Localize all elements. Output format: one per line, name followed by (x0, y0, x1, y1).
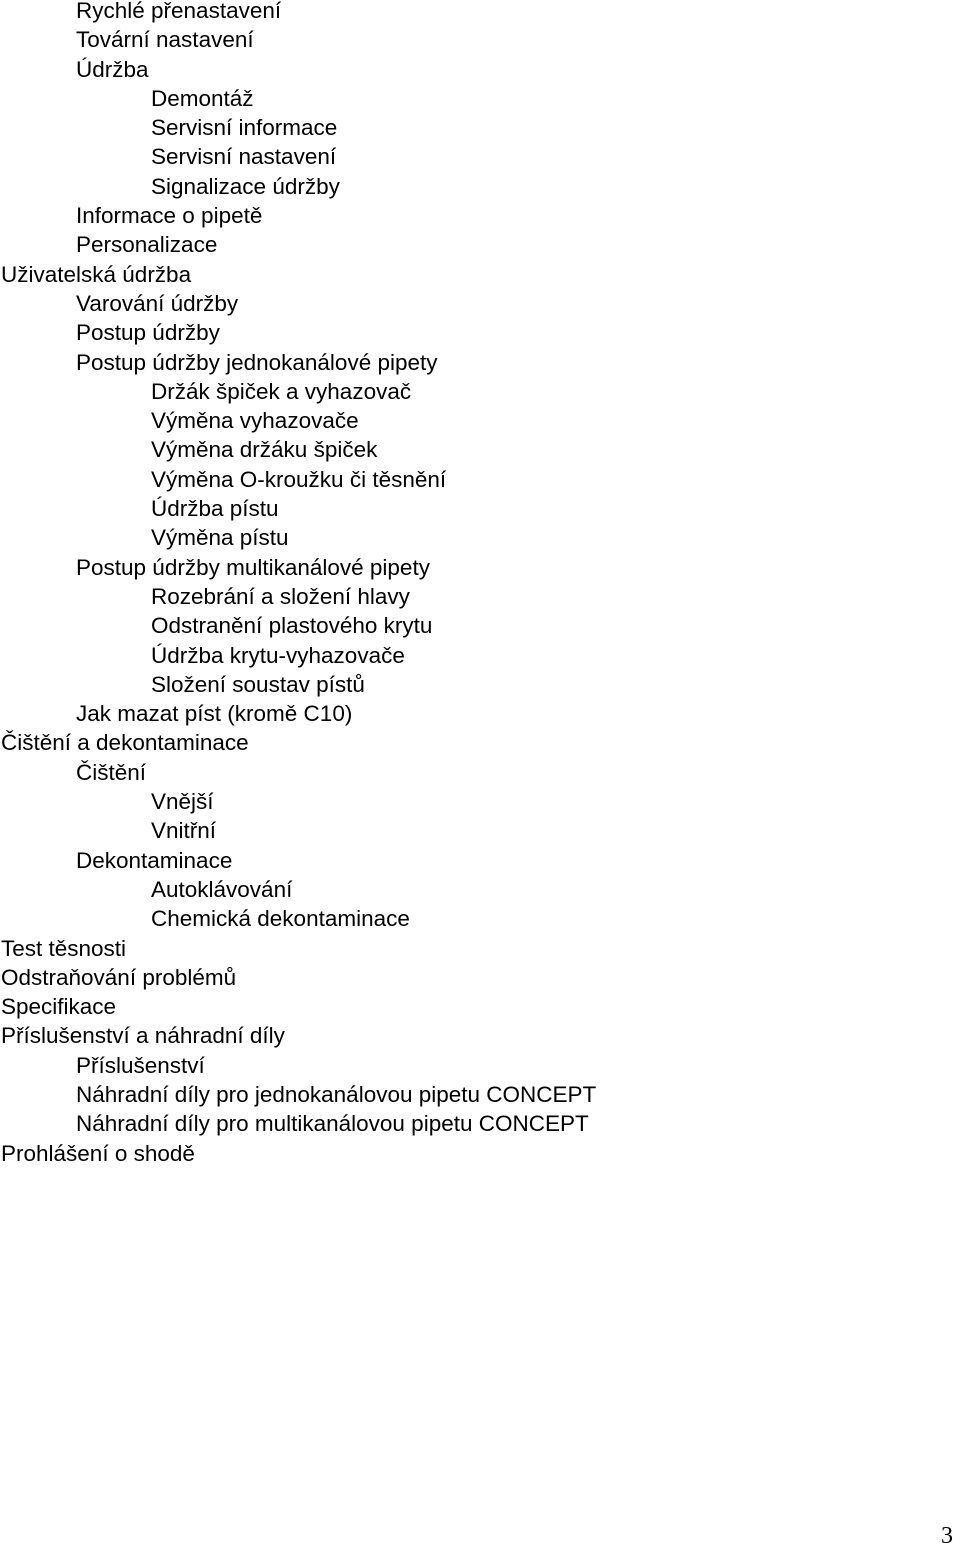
toc-entry: Chemická dekontaminace (151, 906, 410, 932)
toc-entry: Čištění a dekontaminace (1, 730, 249, 756)
toc-entry: Specifikace (1, 994, 117, 1020)
toc-entry: Postup údržby multikanálové pipety (76, 554, 430, 580)
page-number: 3 (941, 1523, 953, 1549)
toc-entry: Údržba pístu (151, 496, 279, 522)
toc-entry: Údržba (76, 56, 149, 82)
toc-entry: Postup údržby jednokanálové pipety (76, 349, 438, 375)
toc-entry: Prohlášení o shodě (1, 1140, 195, 1166)
toc-entry: Držák špiček a vyhazovač (151, 378, 412, 404)
toc-entry: Rychlé přenastavení (76, 0, 282, 23)
toc-entry: Příslušenství a náhradní díly (1, 1023, 285, 1049)
toc-entry: Výměna držáku špiček (151, 437, 378, 463)
toc-entry: Tovární nastavení (76, 27, 254, 53)
toc-entry: Dekontaminace (76, 847, 233, 873)
toc-entry: Uživatelská údržba (1, 261, 192, 287)
table-of-contents (0, 0, 596, 1168)
toc-entry: Čištění (76, 759, 147, 785)
toc-entry: Varování údržby (76, 290, 239, 316)
toc-entry: Servisní nastavení (151, 144, 337, 170)
toc-entry: Test těsnosti (1, 935, 127, 961)
toc-entry: Výměna pístu (151, 525, 289, 551)
toc-entry: Údržba krytu-vyhazovače (151, 642, 405, 668)
toc-entry: Autoklávování (151, 876, 293, 902)
toc-entry: Signalizace údržby (151, 173, 340, 199)
toc-entry: Servisní informace (151, 115, 338, 141)
toc-entry: Jak mazat píst (kromě C10) (76, 701, 353, 727)
toc-entry: Výměna O-kroužku či těsnění (151, 466, 447, 492)
toc-entry: Odstraňování problémů (1, 964, 237, 990)
toc-entry: Odstranění plastového krytu (151, 613, 433, 639)
toc-entry: Složení soustav pístů (151, 671, 365, 697)
toc-entry: Informace o pipetě (76, 203, 263, 229)
toc-entry: Příslušenství (76, 1052, 205, 1078)
toc-entry: Vnější (151, 789, 214, 815)
toc-entry: Personalizace (76, 232, 218, 258)
toc-entry: Náhradní díly pro multikanálovou pipetu CONCEPT (76, 1111, 589, 1137)
toc-entry: Vnitřní (151, 818, 217, 844)
toc-entry: Rozebrání a složení hlavy (151, 583, 410, 609)
toc-entry: Postup údržby (76, 320, 220, 346)
toc-entry: Demontáž (151, 85, 254, 111)
toc-entry: Náhradní díly pro jednokanálovou pipetu CONCEPT (76, 1081, 597, 1107)
toc-entry: Výměna vyhazovače (151, 408, 359, 434)
